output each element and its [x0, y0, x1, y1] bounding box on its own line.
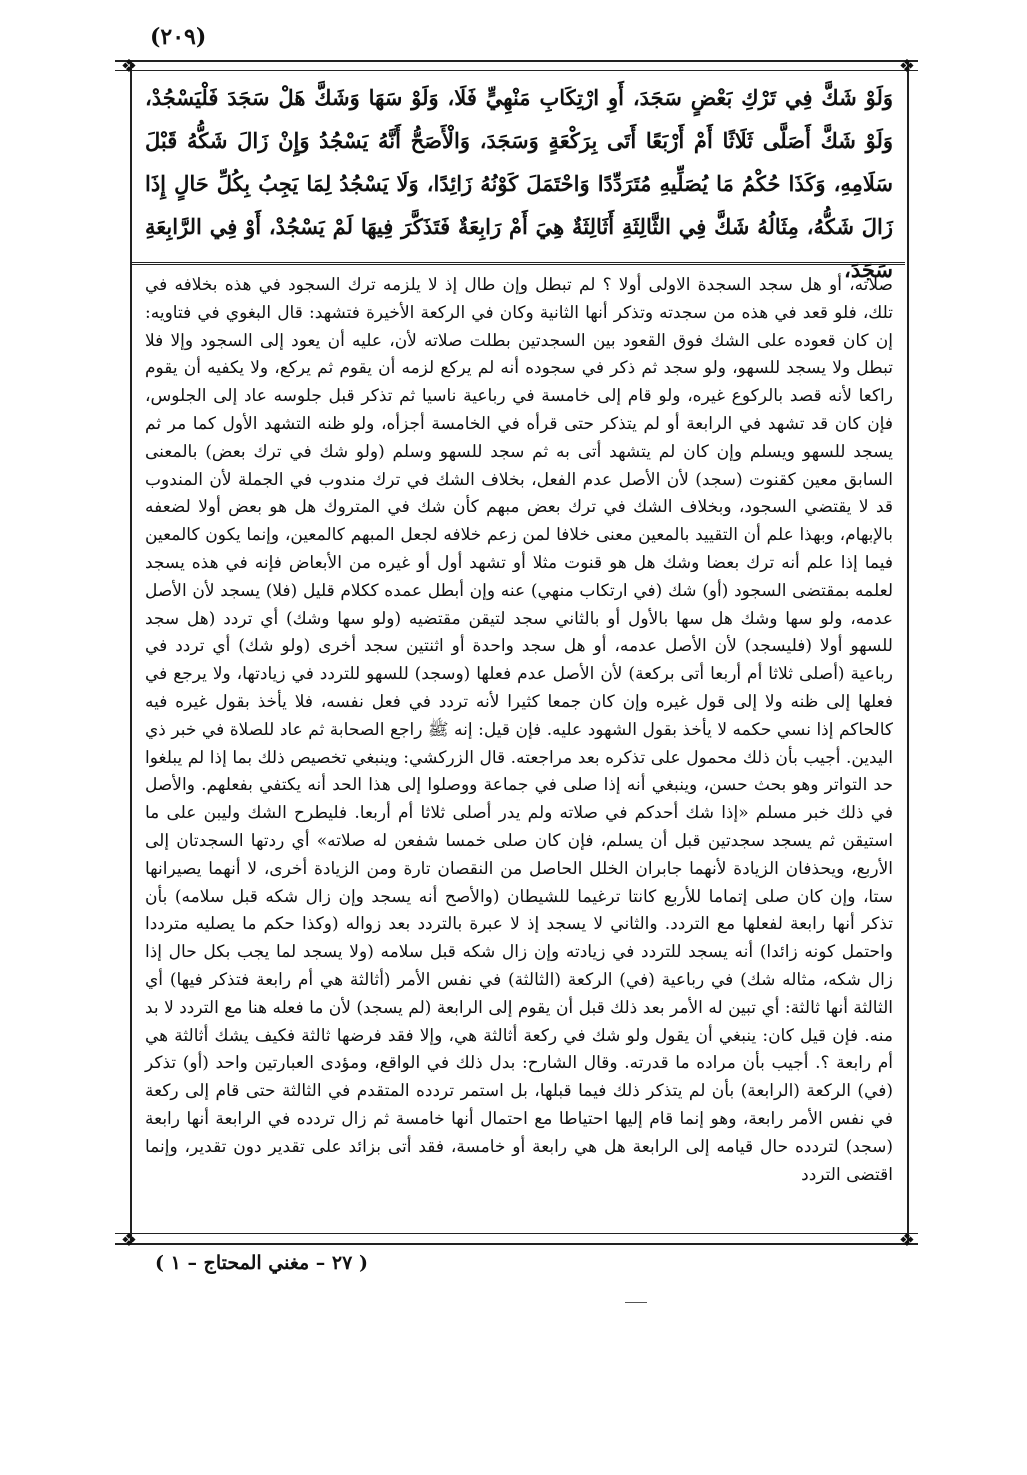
scan-speck — [625, 1302, 647, 1303]
corner-ornament-icon: ❖ — [120, 1230, 138, 1251]
bottom-rule-inner — [115, 1233, 918, 1234]
top-rule — [115, 60, 918, 62]
matn-text: وَلَوْ شَكَّ فِي تَرْكِ بَعْضٍ سَجَدَ، أَوِ ارْتِكَابِ مَنْهِيٍّ فَلَا، وَلَوْ سَهَا وَشَكَّ هَلْ سَجَدَ فَلْيَسْجُدْ، وَلَوْ شَكَّ أَصَلَّى ثَلَاثًا أَمْ أَرْبَعًا أَتَى بِرَكْعَةٍ وَسَجَدَ، وَالْأَصَحُّ أَنَّهُ يَسْجُدُ وَإِنْ زَالَ شَكُّهُ قَبْلَ سَلَامِهِ، وَكَذَا حُكْمُ مَا يُصَلِّيهِ مُتَرَدِّدًا وَاحْتَمَلَ كَوْنُهُ زَائِدًا، وَلَا يَسْجُدُ لِمَا يَجِبُ بِكُلِّ حَالٍ إِذَا زَالَ شَكُّهُ، مِثَالُهُ شَكَّ فِي الثَّالِثَةِ أَثَالِثَةٌ هِيَ أَمْ رَابِعَةٌ فَتَذَكَّرَ فِيهَا لَمْ يَسْجُدْ، أَوْ فِي الرَّابِعَةِ سَجَدَ، — [145, 85, 893, 282]
corner-ornament-icon: ❖ — [898, 56, 916, 77]
matn-sharh-divider — [130, 262, 905, 265]
top-rule-inner — [115, 70, 918, 71]
sharh-commentary — [145, 272, 893, 1230]
corner-ornament-icon: ❖ — [120, 56, 138, 77]
page-number: (٢٠٩) — [150, 24, 207, 50]
footer-signature: ( ٢٧ – مغني المحتاج – ١ ) — [155, 1252, 368, 1274]
corner-ornament-icon: ❖ — [898, 1230, 916, 1251]
sharh-paragraph: صلاته، أو هل سجد السجدة الاولى أولا ؟ لم تبطل وإن طال إذ لا يلزمه ترك السجود في هذه بخلافه في تلك، فلو قعد في هذه من سجدته وتذكر أنها الثانية وكان في الركعة الأخيرة فتشهد: قال البغوي في فتاويه: إن كان قعوده على الشك فوق القعود بين السجدتين بطلت صلاته لأن، عليه أن يعود إلى السجود وإلا فلا تبطل ولا يسجد للسهو، ولو سجد ثم ذكر في سجوده أنه لم يركع لزمه أن يقوم ثم يركع، ولا يكفيه أن يقوم راكعا لأنه قصد بالركوع غيره، ولو قام إلى خامسة في رباعية ناسيا ثم تذكر قبل جلوسه عاد إلى الجلوس، فإن كان قد تشهد في الرابعة أو لم يتذكر حتى قرأه في الخامسة أجزأه، ولو ظنه التشهد الأول كما مر ثم يسجد للسهو ويسلم وإن كان لم يتشهد أتى به ثم سجد للسهو وسلم (ولو شك في ترك بعض) بالمعنى السابق معين كقنوت (سجد) لأن الأصل عدم الفعل، بخلاف الشك في ترك مندوب في الجملة لأن المندوب قد لا يقتضي السجود، وبخلاف الشك في ترك بعض مبهم كأن شك في المتروك هل هو بعض أولا لضعفه بالإبهام، وبهذا علم أن التقييد بالمعين معنى خلافا لمن زعم خلافه لجعل المبهم كالمعين، وإنما يكون كالمعين فيما إذا علم أنه ترك بعضا وشك هل هو قنوت مثلا أو تشهد أول أو غيره من الأبعاض فإنه في هذه يسجد لعلمه بمقتضى السجود (أو) شك (في ارتكاب منهي) عنه وإن أبطل عمده ككلام قليل (فلا) يسجد لأن الأصل عدمه، ولو سها وشك هل سها بالأول أو بالثاني سجد لتيقن مقتضيه (ولو سها وشك) أي تردد (هل سجد للسهو أولا (فليسجد) لأن الأصل عدمه، أو هل سجد واحدة أو اثنتين سجد أخرى (ولو شك) أي تردد في رباعية (أصلى ثلاثا أم أربعا أتى بركعة) لأن الأصل عدم فعلها (وسجد) للسهو للتردد في زيادتها، ولا يرجع في فعلها إلى ظنه ولا إلى قول غيره وإن كان جمعا كثيرا لأنه تردد في فعل نفسه، فلا يأخذ بقول غيره فيه كالحاكم إذا نسي حكمه لا يأخذ بقول الشهود عليه. فإن قيل: إنه ﷺ راجع الصحابة ثم عاد للصلاة في خبر ذي اليدين. أجيب بأن ذلك محمول على تذكره بعد مراجعته. قال الزركشي: وينبغي تخصيص ذلك بما إذا لم يبلغوا حد التواتر وهو بحث حسن، وينبغي أنه إذا صلى في جماعة ووصلوا إلى هذا الحد أنه يكتفي بفعلهم. والأصل في ذلك خبر مسلم «إذا شك أحدكم في صلاته ولم يدر أصلى ثلاثا أم أربعا. فليطرح الشك وليبن على ما استيقن ثم يسجد سجدتين قبل أن يسلم، فإن كان صلى خمسا شفعن له صلاته» أي ردتها السجدتان إلى الأربع، ويحذفان الزيادة لأنهما جابران الخلل الحاصل من النقصان تارة ومن الزيادة أخرى، لا أنهما يصيرانها ستا، وإن كان صلى إتماما للأربع كانتا ترغيما للشيطان (والأصح أنه يسجد وإن زال شكه قبل سلامه) بأن تذكر أنها رابعة لفعلها مع التردد. والثاني لا يسجد إذ لا عبرة بالتردد بعد زواله (وكذا حكم ما يصليه مترددا واحتمل كونه زائدا) أنه يسجد للتردد في زيادته وإن زال شكه قبل سلامه (ولا يسجد لما يجب بكل حال إذا زال شكه، مثاله شك) في رباعية (في) الركعة (الثالثة) في نفس الأمر (أثالثة هي أم رابعة فتذكر فيها) أي الثالثة أنها ثالثة: أي تبين له الأمر بعد ذلك قبل أن يقوم إلى الرابعة (لم يسجد) لأن ما فعله هنا مع التردد لا بد منه. فإن قيل كان: ينبغي أن يقول ولو شك في ركعة أثالثة هي، وإلا فقد فرضها ثالثة فكيف يشك أثالثة هي أم رابعة ؟. أجيب بأن مراده ما قدرته. وقال الشارح: بدل ذلك في الواقع، ومؤدى العبارتين واحد (أو) تذكر (في) الركعة (الرابعة) بأن لم يتذكر ذلك فيما قبلها، بل استمر تردده المتقدم في الثالثة حتى قام إلى ركعة في نفس الأمر رابعة، وهو إنما قام إليها احتياطا مع احتمال أنها خامسة ثم زال تردده في الرابعة أنها رابعة (سجد) لتردده حال قيامه إلى الرابعة هل هي رابعة أو خامسة، فقد أتى بزائد على تقدير دون تقدير، وإنما اقتضى التردد — [145, 275, 893, 1185]
bottom-rule — [115, 1243, 918, 1245]
